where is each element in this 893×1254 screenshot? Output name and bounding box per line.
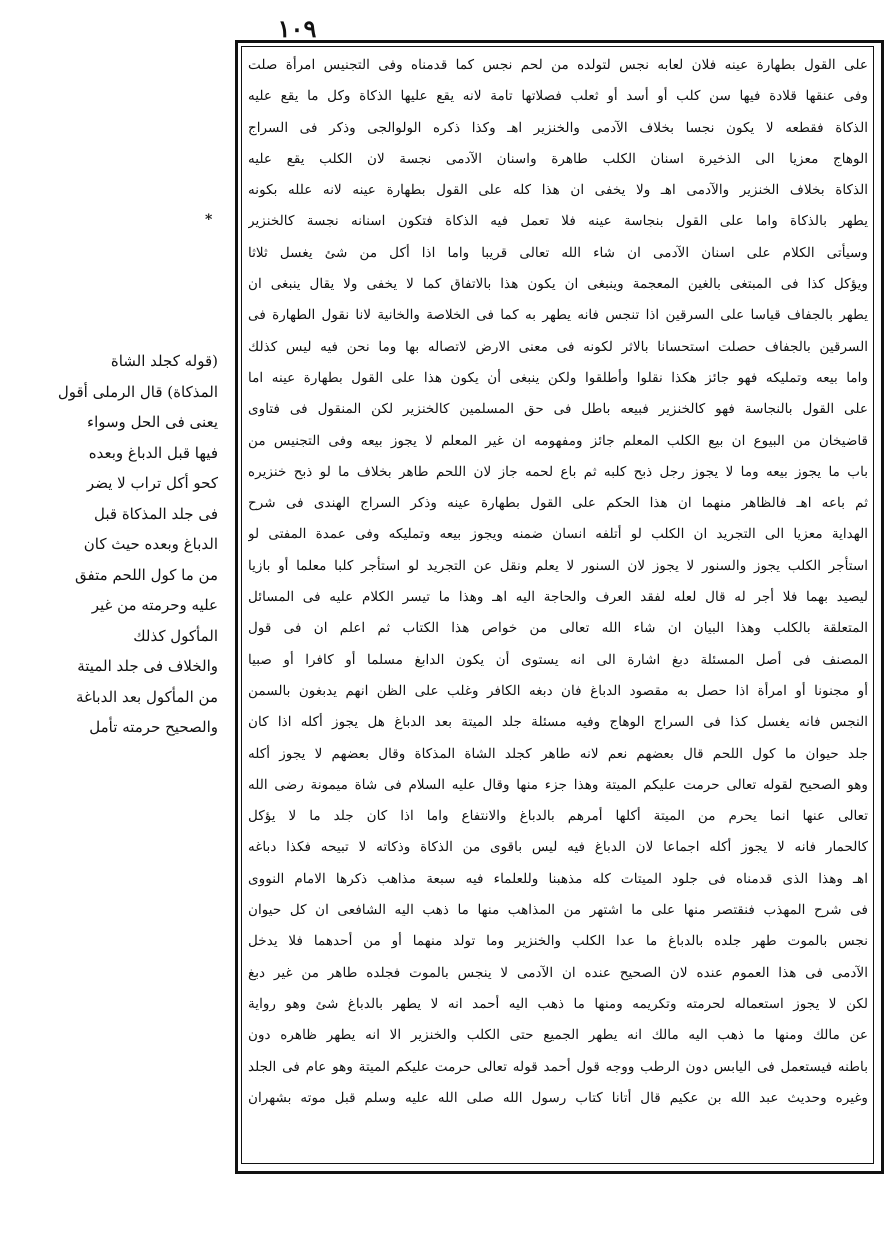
main-text-line: نجس بالموت طهر جلده بالدباغ ما عدا الكلب والخنزير وما تولد منهما أو من أحدهما فلا يدخل	[248, 933, 868, 950]
margin-note-line: كحو أكل تراب لا يضر	[86, 474, 218, 492]
margin-note-line: والخلاف فى جلد الميتة	[77, 657, 218, 675]
main-text-line: ليصيد بهما فلا أجر له قال لعله لفقد العرف والحاجة اليه اهـ وهذا ما تيسر الكلام عليه فى المسائل	[248, 589, 868, 606]
main-text-line: المصنف فى أصل المسئلة دبغ اشارة الى انه يستوى أن يكون الدابغ مسلما أو كافرا أو صبيا	[248, 651, 868, 668]
main-text-line: المتعلقة بالكلب وهذا البيان ان شاء الله تعالى من خواص هذا الكتاب ثم اعلم ان فى قول	[248, 620, 868, 637]
margin-note-line: يعنى فى الحل وسواء	[87, 413, 218, 431]
margin-note-line: (قوله كجلد الشاة	[110, 352, 218, 370]
main-text-line: وغيره وحديث عبد الله بن عكيم قال أتانا كتاب رسول الله صلى الله عليه وسلم قبل موته بشهران	[248, 1089, 868, 1106]
main-text-block	[248, 50, 868, 1160]
main-text-line: على القول بالنجاسة فهو كالخنزير فبيعه باطل فى حق المسلمين كالخنزير لكن المنقول فى فتاوى	[248, 401, 868, 418]
main-text-line: الآدمى فى هذا العموم عنده لان الصحيح عنده ان الآدمى لا ينجس بالموت فجلده طاهر من غير دبغ	[248, 964, 868, 981]
margin-marker: *	[205, 212, 213, 228]
margin-note	[8, 346, 218, 743]
main-text-line: أو مجنونا أو امرأة اذا حصل به مقصود الدباغ فان دبغه الكافر وغلب على الظن انهم يدبغون بالسمن	[248, 682, 868, 699]
main-text-line: الذكاة فقطعه لا يكون نجسا بخلاف الآدمى والخنزير اهـ وكذا ذكره الولوالجى وذكر فى السراج	[248, 119, 868, 136]
main-text-line: الوهاج معزيا الى الذخيرة اسنان الكلب طاهرة واسنان الآدمى نجسة لان الكلب يقع عليه	[248, 150, 868, 167]
main-text-line: تعالى عنها انما يحرم من الميتة أكلها أمرهم بالدباغ والانتفاع واما اذا كان جلد ما لا يؤكل	[248, 808, 868, 825]
main-text-line: باب ما يجوز بيعه وما لا يجوز رجل ذبح كلبه ثم باع لحمه جاز لان اللحم طاهر بخلاف ما لو ذبح خنزيره	[248, 463, 868, 480]
main-text-line: جلد حيوان ما كول اللحم قال بعضهم نعم لانه طاهر كجلد الشاة المذكاة وقال بعضهم لا يجوز أكله	[248, 745, 868, 762]
main-text-line	[248, 1114, 868, 1145]
main-text-line: عن مالك ومنها ما ذهب اليه مالك انه يطهر الجميع حتى الكلب والخنزير الا انه يطهر ظاهره دون	[248, 1027, 868, 1044]
main-text-line: السرقين بالجفاف حصلت استحسانا بالاثر لكونه فى معنى الارض لاتصاله بها وما نحن فيه ليس كذلك	[248, 338, 868, 355]
main-text-line: ثم باعه اهـ فالظاهر منهما ان هذا الحكم على القول بطهارة عينه وذكر السراج الهندى فى شرح	[248, 495, 868, 512]
margin-note-line: عليه وحرمته من غير	[91, 596, 218, 614]
margin-note-line: المأكول كذلك	[133, 626, 218, 645]
main-text-line: يطهر بالذكاة واما على القول بنجاسة عينه فلا تعمل فيه الذكاة فتكون اسنانه نجسة كالخنزير	[248, 213, 868, 230]
main-text-line: وفى عنقها قلادة فيها سن كلب أو أسد أو ثعلب فصلاتها تامة لانه يقع عليها الذكاة وكل ما يقع عليه	[248, 88, 868, 105]
margin-note-line: والصحيح حرمته تأمل	[89, 718, 218, 736]
main-text-line: كالحمار فانه لا يجوز أكله اجماعا لان الدباغ فيه ليس باقوى من الذكاة وذكاته لا تبيحه فكذا دباغه	[248, 839, 868, 856]
main-text-line: فى شرح المهذب فنقتصر منها على ما اشتهر من المذاهب منها ما ذهب اليه الشافعى ان كل حيوان	[248, 902, 868, 919]
main-text-line: النجس فانه يغسل كذا فى السراج الوهاج وفيه مسئلة جلد الميتة بعد الدباغ هل يجوز أكله اذا كان	[248, 714, 868, 731]
margin-note-line: المذكاة) قال الرملى أقول	[57, 382, 218, 401]
main-text-line: باطنه فيستعمل فى اليابس دون الرطب ووجه قول أحمد قوله تعالى حرمت عليكم الميتة وهو عام فى الجلد	[248, 1058, 868, 1075]
main-text-line: قاضيخان من البيوع ان بيع الكلب المعلم جائز ومفهومه ان غير المعلم لا يجوز بيعه وفى التجنيس من	[248, 432, 868, 449]
main-text-line: اهـ وهذا الذى قدمناه فى جلود الميتات كله مذهبنا وللعلماء فيه سبعة مذاهب ذكرها الامام النووى	[248, 870, 868, 887]
margin-note-line: من المأكول بعد الدباغة	[75, 687, 218, 706]
main-text-line: يطهر بالجفاف قياسا على السرقين اذا تنجس فانه يطهر به كما فى الخلاصة والخانية لانا نقول الطهارة فى	[248, 307, 868, 324]
margin-note-line: فى جلد المذكاة قبل	[94, 504, 218, 523]
margin-note-line: من ما كول اللحم متفق	[75, 565, 218, 584]
main-text-line: الذكاة بخلاف الخنزير والآدمى اهـ ولا يخفى ان هذا كله على القول بطهارة عينه لانه علله بكونه	[248, 182, 868, 199]
main-text-line: الهداية معزيا الى التجريد ان الكلب لو أتلفه انسان ضمنه ويجوز بيعه وتمليكه وفى عمدة المفتى لو	[248, 526, 868, 543]
main-text-line: لكن لا يجوز استعماله لحرمته وتكريمه ومنها ما ذهب اليه أحمد انه لا يطهر بالدباغ شئ وهو رواية	[248, 995, 868, 1012]
margin-note-line: فيها قبل الدباغ وبعده	[88, 443, 218, 462]
main-text-line: وسيأتى الكلام على اسنان الآدمى ان شاء الله تعالى قريبا واما اذا أكل من شئ يغسل ثلاثا	[248, 244, 868, 261]
main-text-line: وهو الصحيح لقوله تعالى حرمت عليكم الميتة وهذا جزء منها وقال عليه السلام فى شاة ميمونة رضى الله	[248, 776, 868, 793]
page-number: ١٠٩	[277, 14, 317, 43]
main-text-line: واما بيعه وتمليكه فهو جائز هكذا نقلوا وأطلقوا ولكن ينبغى أن يكون هذا على القول بطهارة عينه اما	[248, 369, 868, 386]
margin-note-line: الدباغ وبعده حيث كان	[83, 535, 218, 553]
main-text-line: على القول بطهارة عينه فلان لعابه نجس لتولده من لحم نجس كما قدمناه وفى التجنيس امرأة صلت	[248, 57, 868, 73]
main-text-line: ويؤكل كذا فى المبتغى بالغين المعجمة وينبغى ان يكون هذا بالاتفاق كما لا يخفى ولا يقال ينبغى ان	[248, 276, 868, 293]
main-text-line: استأجر الكلب يجوز والسنور لا يجوز لان السنور لا يعلم ونقل عن التجريد لو استأجر كلبا معلما أو بازيا	[248, 557, 868, 574]
